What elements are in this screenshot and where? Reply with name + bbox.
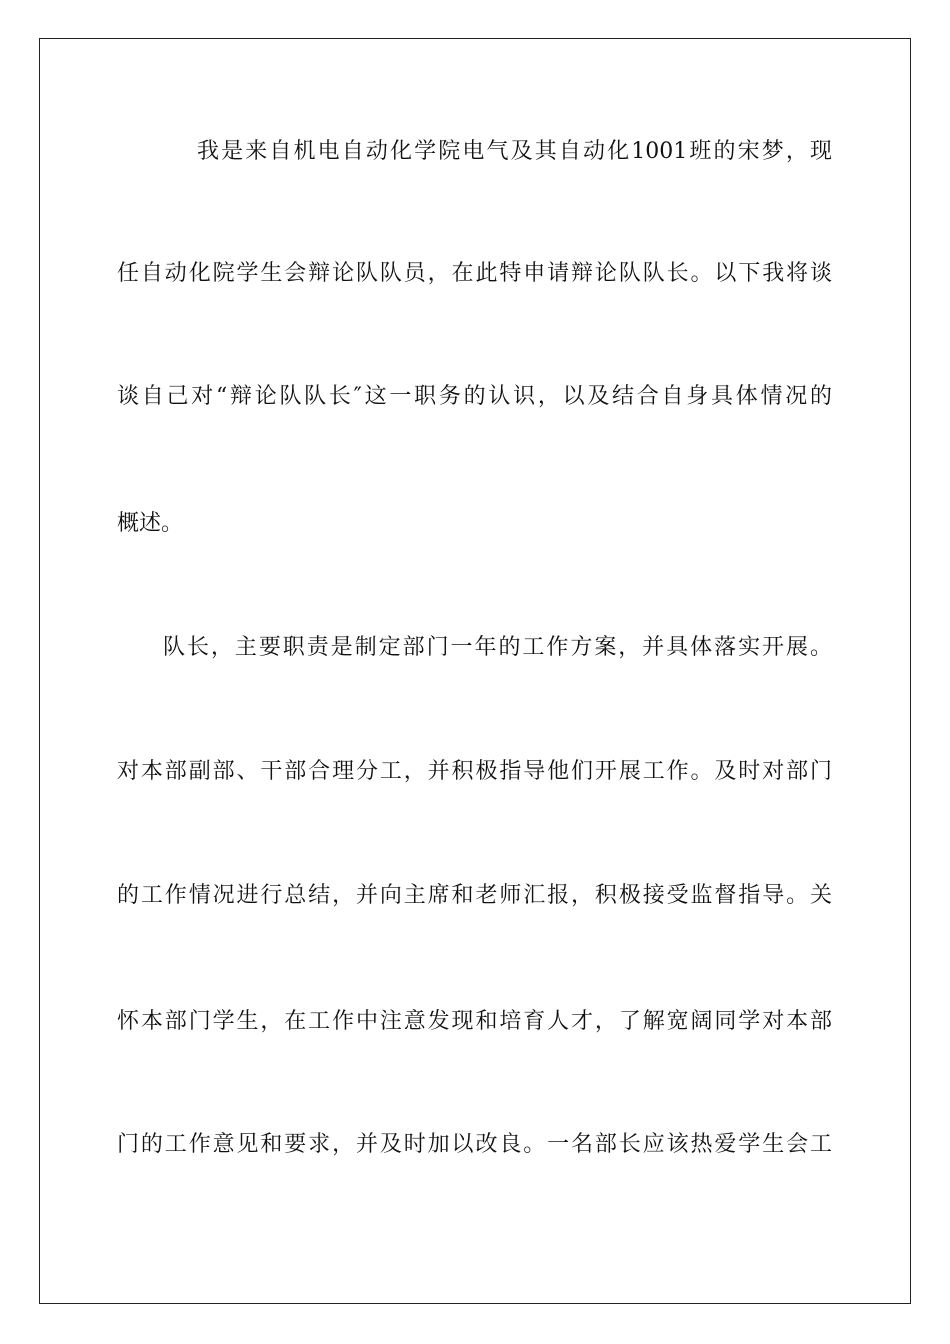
- paragraph-2-line-3: 的工作情况进行总结，并向主席和老师汇报，积极接受监督指导。关: [117, 883, 832, 908]
- paragraph-1-line-4: 概述。: [117, 511, 184, 536]
- page-border: [39, 38, 911, 1304]
- paragraph-2-line-2: 对本部副部、干部合理分工，并积极指导他们开展工作。及时对部门: [117, 759, 832, 784]
- paragraph-1-line-2: 任自动化院学生会辩论队队员，在此特申请辩论队队长。以下我将谈: [117, 261, 832, 286]
- paragraph-2-line-1: 队长，主要职责是制定部门一年的工作方案，并具体落实开展。: [163, 635, 832, 660]
- paragraph-1-line-3: 谈自己对“辩论队队长″这一职务的认识，以及结合自身具体情况的: [117, 384, 832, 409]
- paragraph-1-line-1: 我是来自机电自动化学院电气及其自动化1001班的宋梦，现: [197, 139, 832, 164]
- paragraph-2-line-5: 门的工作意见和要求，并及时加以改良。一名部长应该热爱学生会工: [117, 1132, 832, 1157]
- paragraph-2-line-4: 怀本部门学生，在工作中注意发现和培育人才，了解宽阔同学对本部: [117, 1009, 832, 1034]
